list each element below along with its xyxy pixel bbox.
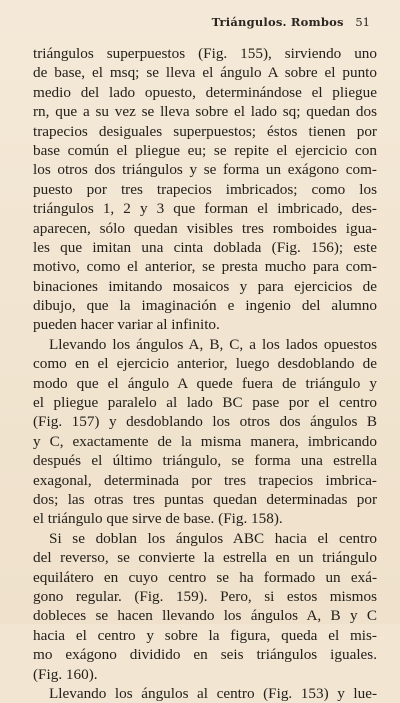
- text-line: medio del lado opuesto, determinándose el pliegue: [33, 83, 377, 101]
- text-line: (Fig. 160).: [33, 665, 98, 683]
- text-line: pueden hacer variar al infinito.: [33, 316, 220, 334]
- text-line: (Fig. 157) y desdoblando los otros dos ángulos B: [33, 413, 377, 431]
- text-line: binaciones imitando mosaicos y para ejercicios de: [33, 277, 377, 295]
- text-line: exagonal, determinada por tres trapecios imbrica-: [33, 471, 377, 489]
- text-line: como en el ejercicio anterior, luego desdoblando de: [33, 355, 377, 373]
- text-line: después el último triángulo, se forma una estrella: [33, 452, 377, 470]
- text-line: Llevando los ángulos al centro (Fig. 153) y lue-: [49, 684, 377, 702]
- text-line: Si se doblan los ángulos ABC hacia el centro: [49, 529, 377, 547]
- text-line: y C, exactamente de la misma manera, imbricando: [33, 432, 377, 450]
- text-line: dos; las otras tres puntas quedan determinadas por: [33, 490, 377, 508]
- text-line: triángulos 1, 2 y 3 que forman el imbricado, des-: [33, 200, 377, 218]
- text-line: el pliegue paralelo al lado BC pase por el centro: [33, 394, 377, 412]
- text-line: base común el pliegue eu; se repite el ejercicio con: [33, 141, 377, 159]
- text-line: dobleces se hacen llevando los ángulos A, B y C: [33, 607, 377, 625]
- text-line: gono regular. (Fig. 159). Pero, si estos mismos: [33, 587, 377, 605]
- text-line: los otros dos triángulos y se forma un exágono com-: [33, 161, 377, 179]
- text-line: dibujo, que la imaginación e ingenio del alumno: [33, 297, 377, 315]
- page-number: 51: [355, 15, 370, 29]
- text-line: trapecios desiguales superpuestos; éstos tienen por: [33, 122, 377, 140]
- text-line: les que imitan una cinta doblada (Fig. 156); este: [33, 238, 377, 256]
- text-line: mo exágono dividido en seis triángulos iguales.: [33, 646, 377, 664]
- text-line: hacia el centro y sobre la figura, queda el mis-: [33, 626, 377, 644]
- body-text: [33, 44, 377, 703]
- text-line: puesto por tres trapecios imbricados; como los: [33, 180, 377, 198]
- text-line: motivo, como el anterior, se presta mucho para com-: [33, 258, 377, 276]
- running-title: Triángulos. Rombos: [211, 15, 344, 29]
- text-line: triángulos superpuestos (Fig. 155), sirviendo uno: [33, 45, 377, 62]
- page-header: [212, 15, 370, 29]
- text-line: del reverso, se convierte la estrella en un triángulo: [33, 549, 377, 567]
- text-line: rn, que a su vez se lleva sobre el lado sq; quedan dos: [33, 103, 377, 121]
- text-line: aparecen, sólo quedan visibles tres romboides igua-: [33, 219, 377, 237]
- text-line: de base, el msq; se lleva el ángulo A sobre el punto: [33, 64, 377, 82]
- text-line: el triángulo que sirve de base. (Fig. 158).: [33, 510, 283, 528]
- text-line: equilátero en cuyo centro se ha formado un exá-: [33, 568, 377, 586]
- text-line: Llevando los ángulos A, B, C, a los lados opuestos: [49, 335, 377, 353]
- text-line: modo que el ángulo A quede fuera de triángulo y: [33, 374, 377, 392]
